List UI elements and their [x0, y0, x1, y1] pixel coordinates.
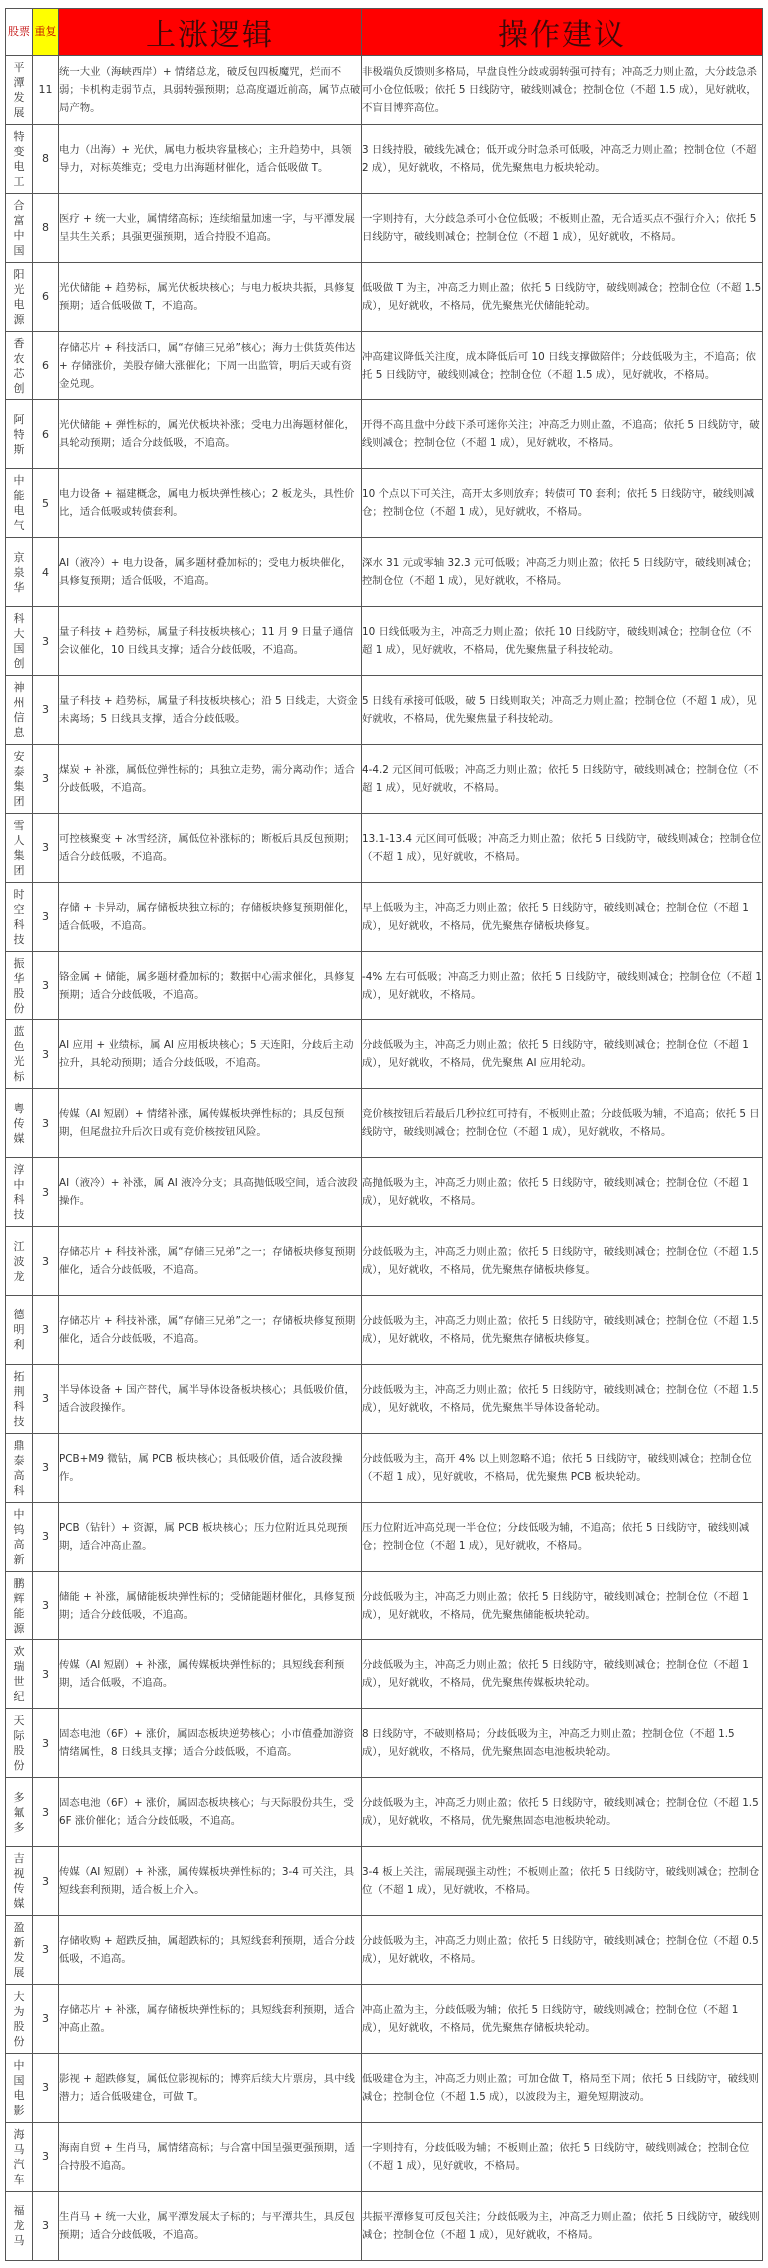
stock-name-char: 变	[13, 144, 25, 158]
operation-advice-cell: -4% 左右可低吸；冲高乏力则止盈；依托 5 日线防守，破线则减仓；控制仓位（不超 1 成），见好就收，不格局。	[362, 951, 763, 1020]
table-body	[6, 56, 763, 2261]
stock-name-char: 中	[13, 474, 25, 488]
operation-advice-cell: 分歧低吸为主，冲高乏力则止盈；依托 5 日线防守，破线则减仓；控制仓位（不超 0.5 成），见好就收，不格局。	[362, 1916, 763, 1985]
header-stock-label: 股票	[8, 25, 30, 38]
repeat-count-cell: 3	[33, 1227, 59, 1296]
operation-advice-cell: 竞价核按钮后若最后几秒拉红可持有，不板则止盈；分歧低吸为辅，不追高；依托 5 日线防守，破线则减仓；控制仓位（不超 1 成），见好就收，不格局。	[362, 1089, 763, 1158]
repeat-count-cell: 3	[33, 1364, 59, 1433]
repeat-count-cell: 3	[33, 2191, 59, 2260]
table-row	[6, 1364, 763, 1433]
rise-logic-cell: 存储收购 + 超跌反抽，属超跌标的；具短线套利预期，适合分歧低吸，不追高。	[59, 1916, 362, 1985]
stock-name-char: 泉	[13, 565, 25, 579]
stock-name-char: 能	[13, 1606, 25, 1620]
table-row	[6, 1502, 763, 1571]
table-row	[6, 124, 763, 193]
stock-name-char: 中	[13, 2058, 25, 2072]
stock-name-char: 新	[13, 1935, 25, 1949]
table-row	[6, 1847, 763, 1916]
stock-name-char: 为	[13, 2004, 25, 2018]
repeat-count-cell: 4	[33, 538, 59, 607]
stock-name-char: 技	[13, 932, 25, 946]
rise-logic-cell: 生肖马 + 统一大业，属平潭发展太子标的；与平潭共生，具反包预期；适合分歧低吸，不追高。	[59, 2191, 362, 2260]
stock-name-char: 视	[13, 1867, 25, 1881]
operation-advice-cell: 早上低吸为主，冲高乏力则止盈；依托 5 日线防守，破线则减仓；控制仓位（不超 1 成），见好就收，不格局，优先聚焦存储板块修复。	[362, 882, 763, 951]
stock-name-char: 明	[13, 1323, 25, 1337]
stock-name-char: 发	[13, 1950, 25, 1964]
table-row	[6, 1296, 763, 1365]
stock-name-char: 雪	[13, 818, 25, 832]
repeat-count-cell: 3	[33, 1296, 59, 1365]
stock-name-char: 空	[13, 902, 25, 916]
table-row	[6, 400, 763, 469]
table-row	[6, 1916, 763, 1985]
stock-name-char: 多	[13, 1790, 25, 1804]
stock-name-char: 汽	[13, 2157, 25, 2171]
table-row	[6, 1571, 763, 1640]
repeat-count-cell: 8	[33, 124, 59, 193]
stock-name-char: 色	[13, 1040, 25, 1054]
rise-logic-cell: 电力设备 + 福建概念，属电力板块弹性核心；2 板龙头，具性价比，适合低吸或转债套利。	[59, 469, 362, 538]
rise-logic-cell: 煤炭 + 补涨，属低位弹性标的；具独立走势，需分离动作；适合分歧低吸，不追高。	[59, 744, 362, 813]
stock-name-char: 龙	[13, 1269, 25, 1283]
operation-advice-cell: 分歧低吸为主，冲高乏力则止盈；依托 5 日线防守，破线则减仓；控制仓位（不超 1 成），见好就收，不格局，优先聚焦传媒板块轮动。	[362, 1640, 763, 1709]
stock-name-char: 创	[13, 657, 25, 671]
stock-name-char: 车	[13, 2172, 25, 2186]
operation-advice-cell: 10 日线低吸为主，冲高乏力则止盈；依托 10 日线防守，破线则减仓；控制仓位（不超 1 成），见好就收，不格局，优先聚焦量子科技轮动。	[362, 607, 763, 676]
stock-name-char: 农	[13, 351, 25, 365]
operation-advice-cell: 分歧低吸为主，高开 4% 以上则忽略不追；依托 5 日线防守，破线则减仓；控制仓位（不超 1 成），见好就收，不格局，优先聚焦 PCB 板块轮动。	[362, 1433, 763, 1502]
repeat-count-cell: 6	[33, 331, 59, 400]
stock-name-cell	[6, 2122, 33, 2191]
table-row	[6, 951, 763, 1020]
stock-name-char: 电	[13, 297, 25, 311]
table-row	[6, 882, 763, 951]
stock-name-cell	[6, 1502, 33, 1571]
table-row	[6, 2122, 763, 2191]
stock-name-char: 科	[13, 1193, 25, 1207]
stock-name-char: 振	[13, 956, 25, 970]
stock-name-char: 传	[13, 1116, 25, 1130]
stock-name-char: 展	[13, 1965, 25, 1979]
stock-name-cell	[6, 744, 33, 813]
stock-name-char: 媒	[13, 1131, 25, 1145]
stock-name-char: 蓝	[13, 1025, 25, 1039]
stock-name-char: 吉	[13, 1852, 25, 1866]
repeat-count-cell: 3	[33, 1502, 59, 1571]
operation-advice-cell: 分歧低吸为主，冲高乏力则止盈；依托 5 日线防守，破线则减仓；控制仓位（不超 1.5 成），见好就收，不格局，优先聚焦固态电池板块轮动。	[362, 1778, 763, 1847]
stock-name-char: 高	[13, 1537, 25, 1551]
operation-advice-cell: 共振平潭修复可反包关注；分歧低吸为主，冲高乏力则止盈；依托 5 日线防守，破线则减仓；控制仓位（不超 1 成），见好就收，不格局。	[362, 2191, 763, 2260]
stock-name-cell	[6, 2053, 33, 2122]
stock-name-cell	[6, 1640, 33, 1709]
repeat-count-cell: 6	[33, 400, 59, 469]
stock-name-char: 潭	[13, 75, 25, 89]
repeat-count-cell: 3	[33, 1640, 59, 1709]
stock-name-char: 德	[13, 1308, 25, 1322]
stock-name-char: 利	[13, 1338, 25, 1352]
stock-name-char: 马	[13, 2142, 25, 2156]
repeat-count-cell: 3	[33, 1709, 59, 1778]
stock-name-char: 电	[13, 504, 25, 518]
stock-name-char: 人	[13, 833, 25, 847]
repeat-count-cell: 8	[33, 193, 59, 262]
stock-name-char: 科	[13, 1399, 25, 1413]
stock-name-char: 科	[13, 1483, 25, 1497]
header-repeat	[33, 9, 59, 56]
stock-name-char: 份	[13, 1001, 25, 1015]
header-row	[6, 9, 763, 56]
repeat-count-cell: 3	[33, 2122, 59, 2191]
table-row	[6, 1984, 763, 2053]
stock-name-char: 信	[13, 710, 25, 724]
stock-name-char: 特	[13, 427, 25, 441]
stock-name-char: 海	[13, 2127, 25, 2141]
stock-name-cell	[6, 1916, 33, 1985]
repeat-count-cell: 3	[33, 1433, 59, 1502]
stock-name-char: 华	[13, 580, 25, 594]
rise-logic-cell: 半导体设备 + 国产替代，属半导体设备板块核心；具低吸价值，适合波段操作。	[59, 1364, 362, 1433]
stock-name-char: 电	[13, 2088, 25, 2102]
stock-name-char: 盈	[13, 1920, 25, 1934]
operation-advice-cell: 3-4 板上关注，需展现强主动性；不板则止盈；依托 5 日线防守，破线则减仓；控制仓位（不超 1 成），见好就收，不格局。	[362, 1847, 763, 1916]
table-row	[6, 1778, 763, 1847]
header-repeat-label: 重复	[34, 25, 57, 38]
repeat-count-cell: 5	[33, 469, 59, 538]
stock-name-char: 欢	[13, 1645, 25, 1659]
operation-advice-cell: 一字则持有，大分歧急杀可小仓位低吸；不板则止盈，无合适买点不强行介入；依托 5 日线防守，破线则减仓；控制仓位（不超 1 成），见好就收，不格局。	[362, 193, 763, 262]
rise-logic-cell: 量子科技 + 趋势标，属量子科技板块核心；沿 5 日线走，大资金未离场；5 日线具支撑，适合分歧低吸。	[59, 676, 362, 745]
stock-name-char: 源	[13, 312, 25, 326]
rise-logic-cell: PCB+M9 微钻，属 PCB 板块核心；具低吸价值，适合波段操作。	[59, 1433, 362, 1502]
operation-advice-cell: 深水 31 元或零轴 32.3 元可低吸；冲高乏力则止盈；依托 5 日线防守，破线则减仓；控制仓位（不超 1 成），见好就收，不格局。	[362, 538, 763, 607]
stock-name-cell	[6, 1778, 33, 1847]
rise-logic-cell: 存储芯片 + 科技补涨，属“存储三兄弟”之一；存储板块修复预期催化，适合分歧低吸，不追高。	[59, 1227, 362, 1296]
operation-advice-cell: 8 日线防守，不破则格局；分歧低吸为主，冲高乏力则止盈；控制仓位（不超 1.5 成），见好就收，不格局，优先聚焦固态电池板块轮动。	[362, 1709, 763, 1778]
operation-advice-cell: 分歧低吸为主，冲高乏力则止盈；依托 5 日线防守，破线则减仓；控制仓位（不超 1.5 成），见好就收，不格局，优先聚焦半导体设备轮动。	[362, 1364, 763, 1433]
stock-name-cell	[6, 1847, 33, 1916]
rise-logic-cell: PCB（钻针）+ 资源，属 PCB 板块核心；压力位附近具兑现预期，适合冲高止盈。	[59, 1502, 362, 1571]
stock-name-cell	[6, 1227, 33, 1296]
stock-name-cell	[6, 262, 33, 331]
stock-name-char: 多	[13, 1820, 25, 1834]
stock-name-char: 粤	[13, 1101, 25, 1115]
stock-name-char: 京	[13, 550, 25, 564]
stock-name-char: 香	[13, 336, 25, 350]
stock-name-char: 泰	[13, 764, 25, 778]
repeat-count-cell: 3	[33, 1847, 59, 1916]
stock-name-cell	[6, 1433, 33, 1502]
stock-name-char: 媒	[13, 1897, 25, 1911]
stock-name-char: 斯	[13, 442, 25, 456]
stock-name-char: 淳	[13, 1163, 25, 1177]
stock-name-char: 瑞	[13, 1660, 25, 1674]
stock-name-char: 源	[13, 1621, 25, 1635]
stock-name-char: 份	[13, 2034, 25, 2048]
stock-name-char: 发	[13, 90, 25, 104]
repeat-count-cell: 3	[33, 1158, 59, 1227]
stock-name-char: 国	[13, 243, 25, 257]
stock-name-cell	[6, 56, 33, 125]
repeat-count-cell: 3	[33, 607, 59, 676]
stock-name-cell	[6, 882, 33, 951]
stock-name-cell	[6, 400, 33, 469]
rise-logic-cell: 光伏储能 + 弹性标的，属光伏板块补涨；受电力出海题材催化，具轮动预期；适合分歧低吸，不追高。	[59, 400, 362, 469]
stock-name-char: 团	[13, 863, 25, 877]
stock-name-char: 州	[13, 695, 25, 709]
repeat-count-cell: 3	[33, 2053, 59, 2122]
stock-name-cell	[6, 951, 33, 1020]
repeat-count-cell: 6	[33, 262, 59, 331]
rise-logic-cell: AI（液冷）+ 电力设备，属多题材叠加标的；受电力板块催化，具修复预期；适合低吸，不追高。	[59, 538, 362, 607]
header-advice: 操作建议	[362, 9, 763, 56]
stock-name-char: 荆	[13, 1384, 25, 1398]
stock-name-char: 拓	[13, 1369, 25, 1383]
rise-logic-cell: AI 应用 + 业绩标，属 AI 应用板块核心；5 天连阳，分歧后主动拉升，具轮动预期；适合分歧低吸，不追高。	[59, 1020, 362, 1089]
rise-logic-cell: 存储芯片 + 补涨，属存储板块弹性标的；具短线套利预期，适合冲高止盈。	[59, 1984, 362, 2053]
repeat-count-cell: 3	[33, 1089, 59, 1158]
rise-logic-cell: 传媒（AI 短剧）+ 补涨，属传媒板块弹性标的；3-4 可关注，具短线套利预期，适合板上介入。	[59, 1847, 362, 1916]
stock-name-char: 股	[13, 986, 25, 1000]
header-logic: 上涨逻辑	[59, 9, 362, 56]
stock-name-cell	[6, 124, 33, 193]
table-row	[6, 2191, 763, 2260]
stock-name-cell	[6, 1709, 33, 1778]
stock-name-char: 大	[13, 627, 25, 641]
stock-name-char: 气	[13, 519, 25, 533]
stock-name-char: 鼎	[13, 1438, 25, 1452]
stock-analysis-table	[5, 8, 763, 2261]
stock-name-cell	[6, 813, 33, 882]
rise-logic-cell: 铬金属 + 储能，属多题材叠加标的；数据中心需求催化，具修复预期；适合分歧低吸，不追高。	[59, 951, 362, 1020]
stock-name-char: 氟	[13, 1805, 25, 1819]
stock-name-char: 芯	[13, 366, 25, 380]
stock-name-char: 华	[13, 971, 25, 985]
stock-name-char: 中	[13, 1178, 25, 1192]
table-row	[6, 2053, 763, 2122]
stock-name-char: 光	[13, 1055, 25, 1069]
table-row	[6, 813, 763, 882]
stock-name-char: 时	[13, 887, 25, 901]
stock-name-char: 高	[13, 1468, 25, 1482]
stock-name-cell	[6, 676, 33, 745]
stock-name-char: 福	[13, 2204, 25, 2218]
rise-logic-cell: 海南自贸 + 生肖马，属情绪高标；与合富中国呈强更强预期，适合持股不追高。	[59, 2122, 362, 2191]
stock-name-char: 新	[13, 1552, 25, 1566]
stock-name-cell	[6, 469, 33, 538]
operation-advice-cell: 分歧低吸为主，冲高乏力则止盈；依托 5 日线防守，破线则减仓；控制仓位（不超 1 成），见好就收，不格局，优先聚焦储能板块轮动。	[362, 1571, 763, 1640]
repeat-count-cell: 3	[33, 1020, 59, 1089]
table-row	[6, 607, 763, 676]
repeat-count-cell: 3	[33, 1778, 59, 1847]
repeat-count-cell: 3	[33, 1916, 59, 1985]
stock-name-char: 创	[13, 381, 25, 395]
stock-name-cell	[6, 331, 33, 400]
rise-logic-cell: 存储 + 卡异动，属存储板块独立标的；存储板块修复预期催化，适合低吸，不追高。	[59, 882, 362, 951]
stock-name-char: 大	[13, 1989, 25, 2003]
rise-logic-cell: 固态电池（6F）+ 涨价，属固态板块核心；与天际股份共生，受 6F 涨价催化；适合分歧低吸，不追高。	[59, 1778, 362, 1847]
stock-name-char: 影	[13, 2103, 25, 2117]
operation-advice-cell: 低吸建仓为主，冲高乏力则止盈；可加仓做 T，格局至下周；依托 5 日线防守，破线则减仓；控制仓位（不超 1.5 成），以波段为主，避免短期波动。	[362, 2053, 763, 2122]
stock-name-char: 神	[13, 680, 25, 694]
table-row	[6, 1227, 763, 1296]
stock-name-cell	[6, 607, 33, 676]
table-row	[6, 331, 763, 400]
stock-name-char: 团	[13, 794, 25, 808]
rise-logic-cell: 存储芯片 + 科技补涨，属“存储三兄弟”之一；存储板块修复预期催化，适合分歧低吸，不追高。	[59, 1296, 362, 1365]
stock-name-char: 平	[13, 60, 25, 74]
stock-name-char: 中	[13, 228, 25, 242]
operation-advice-cell: 冲高建议降低关注度，成本降低后可 10 日线支撑做陪伴；分歧低吸为主，不追高；依托 5 日线防守，破线则减仓；控制仓位（不超 1.5 成），见好就收，不格局。	[362, 331, 763, 400]
table-row	[6, 1089, 763, 1158]
operation-advice-cell: 压力位附近冲高兑现一半仓位；分歧低吸为辅，不追高；依托 5 日线防守，破线则减仓；控制仓位（不超 1 成），见好就收，不格局。	[362, 1502, 763, 1571]
operation-advice-cell: 3 日线持股，破线先减仓；低开或分时急杀可低吸，冲高乏力则止盈；控制仓位（不超 2 成），见好就收，不格局，优先聚焦电力板块轮动。	[362, 124, 763, 193]
stock-name-char: 传	[13, 1882, 25, 1896]
stock-name-char: 科	[13, 917, 25, 931]
table-row	[6, 56, 763, 125]
table-row	[6, 469, 763, 538]
stock-name-char: 世	[13, 1675, 25, 1689]
operation-advice-cell: 4-4.2 元区间可低吸；冲高乏力则止盈；依托 5 日线防守，破线则减仓；控制仓位（不超 1 成），见好就收，不格局。	[362, 744, 763, 813]
stock-name-cell	[6, 193, 33, 262]
operation-advice-cell: 低吸做 T 为主，冲高乏力则止盈；依托 5 日线防守，破线则减仓；控制仓位（不超 1.5 成），见好就收，不格局，优先聚焦光伏储能轮动。	[362, 262, 763, 331]
stock-name-char: 纪	[13, 1690, 25, 1704]
stock-name-char: 天	[13, 1714, 25, 1728]
rise-logic-cell: 存储芯片 + 科技活口，属“存储三兄弟”核心；海力士供货英伟达 + 存储涨价，美股存储大涨催化；下周一出监管，明后天或有资金兑现。	[59, 331, 362, 400]
rise-logic-cell: 影视 + 超跌修复，属低位影视标的；博弈后续大片票房，具中线潜力；适合低吸建仓，可做 T。	[59, 2053, 362, 2122]
table-row	[6, 1433, 763, 1502]
stock-name-char: 中	[13, 1507, 25, 1521]
rise-logic-cell: AI（液冷）+ 补涨，属 AI 液冷分支；具高抛低吸空间，适合波段操作。	[59, 1158, 362, 1227]
stock-name-char: 马	[13, 2234, 25, 2248]
stock-name-char: 国	[13, 2073, 25, 2087]
operation-advice-cell: 开得不高且盘中分歧下杀可迷你关注；冲高乏力则止盈，不追高；依托 5 日线防守，破线则减仓；控制仓位（不超 1 成），见好就收，不格局。	[362, 400, 763, 469]
stock-name-char: 际	[13, 1729, 25, 1743]
rise-logic-cell: 电力（出海）+ 光伏，属电力板块容量核心；主升趋势中，具领导力，对标英维克；受电力出海题材催化，适合低吸做 T。	[59, 124, 362, 193]
stock-name-char: 合	[13, 198, 25, 212]
stock-name-char: 展	[13, 105, 25, 119]
stock-name-cell	[6, 1158, 33, 1227]
table-row	[6, 1709, 763, 1778]
table-row	[6, 538, 763, 607]
operation-advice-cell: 13.1-13.4 元区间可低吸；冲高乏力则止盈；依托 5 日线防守，破线则减仓；控制仓位（不超 1 成），见好就收，不格局。	[362, 813, 763, 882]
operation-advice-cell: 分歧低吸为主，冲高乏力则止盈；依托 5 日线防守，破线则减仓；控制仓位（不超 1.5 成），见好就收，不格局，优先聚焦存储板块修复。	[362, 1296, 763, 1365]
operation-advice-cell: 5 日线有承接可低吸，破 5 日线则取关；冲高乏力则止盈；控制仓位（不超 1 成），见好就收，不格局，优先聚焦量子科技轮动。	[362, 676, 763, 745]
stock-name-char: 安	[13, 749, 25, 763]
table-row	[6, 1020, 763, 1089]
stock-name-char: 技	[13, 1208, 25, 1222]
stock-name-char: 龙	[13, 2219, 25, 2233]
stock-name-char: 集	[13, 779, 25, 793]
operation-advice-cell: 冲高止盈为主，分歧低吸为辅；依托 5 日线防守，破线则减仓；控制仓位（不超 1 成），见好就收，不格局，优先聚焦存储板块轮动。	[362, 1984, 763, 2053]
rise-logic-cell: 医疗 + 统一大业，属情绪高标；连续缩量加速一字，与平潭发展呈共生关系；具强更强预期，适合持股不追高。	[59, 193, 362, 262]
stock-name-cell	[6, 2191, 33, 2260]
rise-logic-cell: 量子科技 + 趋势标，属量子科技板块核心；11 月 9 日量子通信会议催化，10 日线具支撑；适合分歧低吸，不追高。	[59, 607, 362, 676]
stock-name-char: 阿	[13, 412, 25, 426]
stock-name-char: 技	[13, 1414, 25, 1428]
stock-name-char: 阳	[13, 267, 25, 281]
operation-advice-cell: 分歧低吸为主，冲高乏力则止盈；依托 5 日线防守，破线则减仓；控制仓位（不超 1 成），见好就收，不格局，优先聚焦 AI 应用轮动。	[362, 1020, 763, 1089]
rise-logic-cell: 光伏储能 + 趋势标，属光伏板块核心；与电力板块共振，具修复预期；适合低吸做 T，不追高。	[59, 262, 362, 331]
stock-name-cell	[6, 1984, 33, 2053]
operation-advice-cell: 非极端负反馈则多格局，早盘良性分歧或弱转强可持有；冲高乏力则止盈，大分歧急杀可小仓位低吸；依托 5 日线防守，破线则减仓；控制仓位（不超 1.5 成），见好就收，不盲目博弈高位。	[362, 56, 763, 125]
header-stock	[6, 9, 33, 56]
repeat-count-cell: 3	[33, 951, 59, 1020]
repeat-count-cell: 11	[33, 56, 59, 125]
stock-name-char: 息	[13, 725, 25, 739]
stock-name-char: 国	[13, 642, 25, 656]
table-row	[6, 262, 763, 331]
stock-name-cell	[6, 1571, 33, 1640]
repeat-count-cell: 3	[33, 882, 59, 951]
operation-advice-cell: 分歧低吸为主，冲高乏力则止盈；依托 5 日线防守，破线则减仓；控制仓位（不超 1.5 成），见好就收，不格局，优先聚焦存储板块修复。	[362, 1227, 763, 1296]
stock-name-char: 波	[13, 1254, 25, 1268]
stock-name-char: 特	[13, 129, 25, 143]
operation-advice-cell: 一字则持有，分歧低吸为辅；不板则止盈；依托 5 日线防守，破线则减仓；控制仓位（不超 1 成），见好就收，不格局。	[362, 2122, 763, 2191]
stock-name-cell	[6, 538, 33, 607]
stock-name-char: 份	[13, 1759, 25, 1773]
rise-logic-cell: 可控核聚变 + 冰雪经济，属低位补涨标的；断板后具反包预期；适合分歧低吸，不追高。	[59, 813, 362, 882]
rise-logic-cell: 传媒（AI 短剧）+ 补涨，属传媒板块弹性标的；具短线套利预期，适合低吸，不追高。	[59, 1640, 362, 1709]
stock-name-char: 股	[13, 2019, 25, 2033]
rise-logic-cell: 储能 + 补涨，属储能板块弹性标的；受储能题材催化，具修复预期；适合分歧低吸，不追高。	[59, 1571, 362, 1640]
repeat-count-cell: 3	[33, 676, 59, 745]
stock-name-char: 集	[13, 848, 25, 862]
stock-name-char: 能	[13, 489, 25, 503]
stock-name-cell	[6, 1020, 33, 1089]
stock-name-cell	[6, 1296, 33, 1365]
table-row	[6, 1158, 763, 1227]
rise-logic-cell: 传媒（AI 短剧）+ 情绪补涨，属传媒板块弹性标的；具反包预期，但尾盘拉升后次日或有竞价核按钮风险。	[59, 1089, 362, 1158]
repeat-count-cell: 3	[33, 744, 59, 813]
stock-name-char: 光	[13, 282, 25, 296]
repeat-count-cell: 3	[33, 1571, 59, 1640]
stock-name-char: 工	[13, 174, 25, 188]
stock-name-char: 钨	[13, 1522, 25, 1536]
operation-advice-cell: 10 个点以下可关注，高开太多则放弃；转债可 T0 套利；依托 5 日线防守，破线则减仓；控制仓位（不超 1 成），见好就收，不格局。	[362, 469, 763, 538]
table-row	[6, 676, 763, 745]
table-row	[6, 744, 763, 813]
stock-name-char: 股	[13, 1744, 25, 1758]
repeat-count-cell: 3	[33, 1984, 59, 2053]
operation-advice-cell: 高抛低吸为主，冲高乏力则止盈；依托 5 日线防守，破线则减仓；控制仓位（不超 1 成），见好就收，不格局。	[362, 1158, 763, 1227]
stock-name-char: 标	[13, 1070, 25, 1084]
table-row	[6, 193, 763, 262]
rise-logic-cell: 固态电池（6F）+ 涨价，属固态板块逆势核心；小市值叠加游资情绪属性，8 日线具支撑；适合分歧低吸，不追高。	[59, 1709, 362, 1778]
table-row	[6, 1640, 763, 1709]
stock-name-char: 科	[13, 612, 25, 626]
stock-name-char: 电	[13, 159, 25, 173]
stock-name-char: 辉	[13, 1591, 25, 1605]
stock-name-char: 鹏	[13, 1576, 25, 1590]
stock-name-char: 泰	[13, 1453, 25, 1467]
stock-name-char: 富	[13, 213, 25, 227]
stock-name-cell	[6, 1364, 33, 1433]
stock-name-char: 江	[13, 1239, 25, 1253]
repeat-count-cell: 3	[33, 813, 59, 882]
rise-logic-cell: 统一大业（海峡西岸）+ 情绪总龙，破反包四板魔咒，烂而不弱；卡机构走弱节点，具弱转强预期；总高度逼近前高，属节点破局产物。	[59, 56, 362, 125]
stock-name-cell	[6, 1089, 33, 1158]
